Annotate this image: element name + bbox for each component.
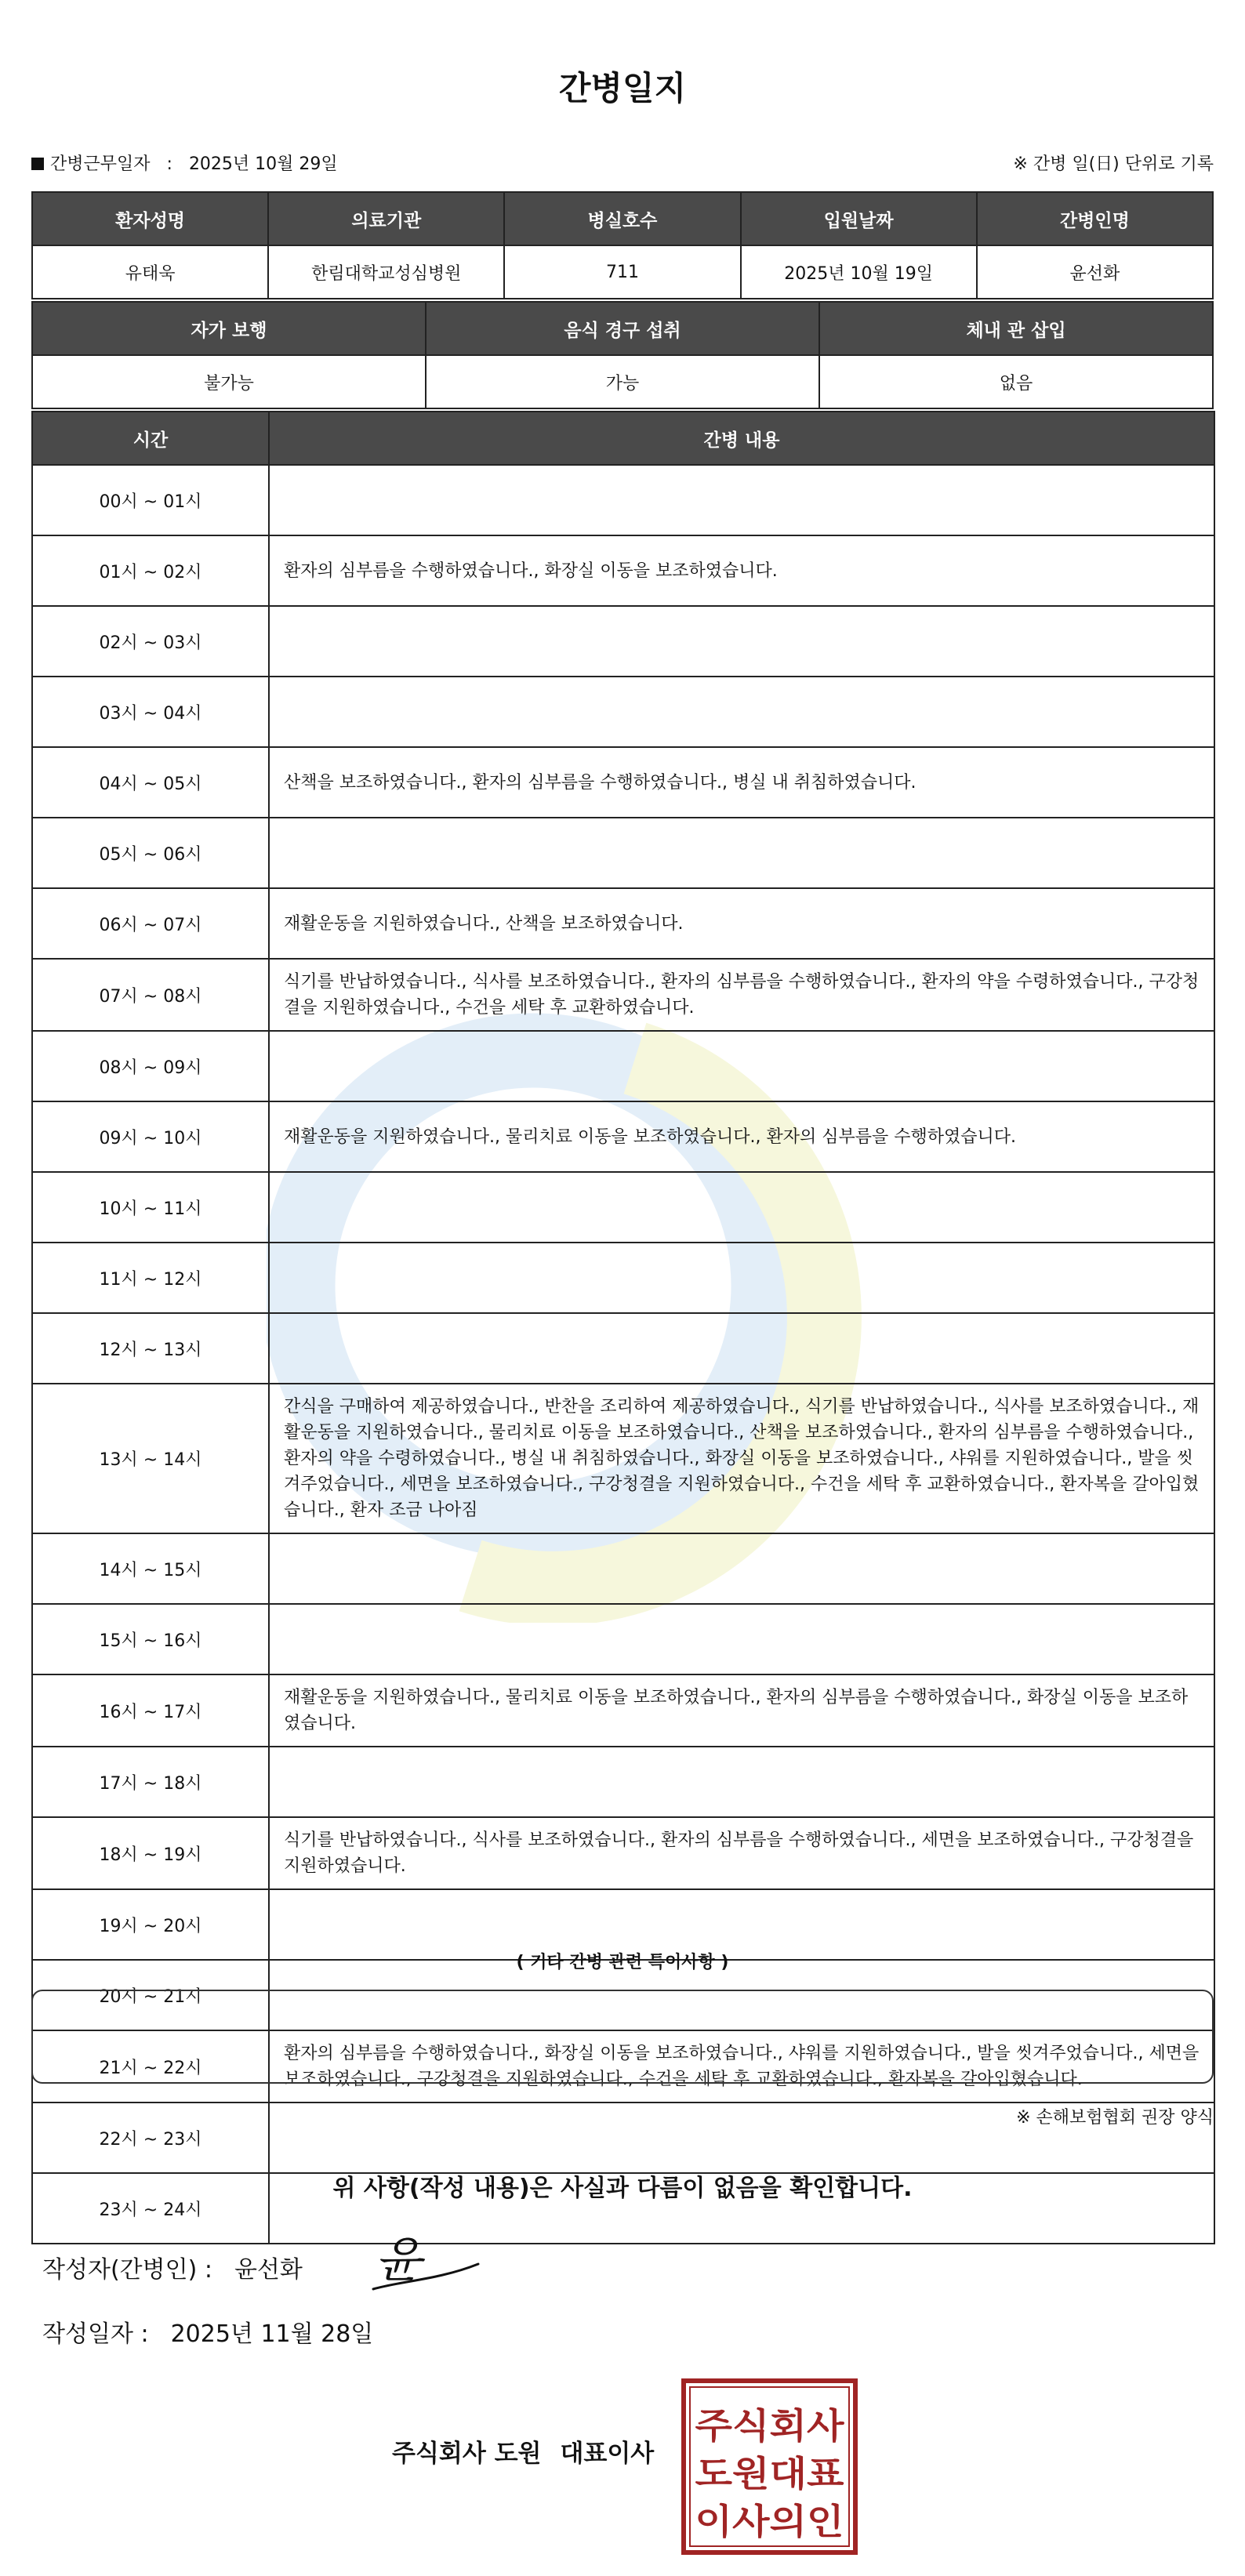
square-bullet-icon bbox=[31, 158, 44, 170]
time-cell: 11시 ~ 12시 bbox=[32, 1243, 269, 1313]
table-row bbox=[32, 1031, 1214, 1101]
table-row bbox=[32, 747, 1214, 818]
care-content-cell: 환자의 심부름을 수행하였습니다., 화장실 이동을 보조하였습니다. bbox=[269, 535, 1214, 606]
company-name: 주식회사 도원 bbox=[392, 2440, 542, 2468]
time-cell: 20시 ~ 21시 bbox=[32, 1960, 269, 2030]
care-content-cell bbox=[269, 1604, 1214, 1674]
time-cell: 05시 ~ 06시 bbox=[32, 818, 269, 888]
table-row bbox=[32, 1533, 1214, 1604]
form-note: ※ 손해보험협회 권장 양식 bbox=[1016, 2108, 1214, 2128]
time-cell: 09시 ~ 10시 bbox=[32, 1101, 269, 1172]
care-log-body bbox=[32, 465, 1214, 2244]
care-content-cell bbox=[269, 1172, 1214, 1243]
written-date-line bbox=[42, 2314, 373, 2349]
time-cell: 02시 ~ 03시 bbox=[32, 606, 269, 677]
care-content-cell bbox=[269, 1313, 1214, 1384]
time-cell: 17시 ~ 18시 bbox=[32, 1747, 269, 1817]
admission-date-header: 입원날짜 bbox=[741, 192, 977, 245]
time-cell: 06시 ~ 07시 bbox=[32, 888, 269, 959]
company-seal-icon bbox=[681, 2378, 858, 2555]
time-cell: 21시 ~ 22시 bbox=[32, 2030, 269, 2103]
table-row bbox=[32, 1604, 1214, 1674]
table-row bbox=[32, 1101, 1214, 1172]
table-row bbox=[32, 606, 1214, 677]
time-cell: 22시 ~ 23시 bbox=[32, 2103, 269, 2173]
patient-name-header: 환자성명 bbox=[32, 192, 268, 245]
care-content-cell: 환자의 심부름을 수행하였습니다., 화장실 이동을 보조하였습니다., 샤워를 지원하였습니다., 발을 씻겨주었습니다., 세면을 보조하였습니다., 구강청결을 지원하였습니다., 수건을 세탁 후 교환하였습니다., 환자복을 갈아입혔습니다. bbox=[269, 2030, 1214, 2103]
care-content-cell bbox=[269, 1031, 1214, 1101]
writer-label: 작성자(간병인) : bbox=[42, 2256, 212, 2284]
hospital: 한림대학교성심병원 bbox=[268, 245, 504, 299]
care-content-cell: 산책을 보조하였습니다., 환자의 심부름을 수행하였습니다., 병실 내 취침하였습니다. bbox=[269, 747, 1214, 818]
care-content-cell: 재활운동을 지원하였습니다., 물리치료 이동을 보조하였습니다., 환자의 심부름을 수행하였습니다. bbox=[269, 1101, 1214, 1172]
patient-name: 유태욱 bbox=[32, 245, 268, 299]
care-content-cell bbox=[269, 1533, 1214, 1604]
time-cell: 07시 ~ 08시 bbox=[32, 959, 269, 1031]
care-content-header: 간병 내용 bbox=[269, 412, 1214, 465]
caregiver-name: 윤선화 bbox=[977, 245, 1213, 299]
room-number: 711 bbox=[504, 245, 740, 299]
care-content-cell: 식기를 반납하였습니다., 식사를 보조하였습니다., 환자의 심부름을 수행하였습니다., 환자의 약을 수령하였습니다., 구강청결을 지원하였습니다., 수건을 세탁 후 교환하였습니다. bbox=[269, 959, 1214, 1031]
time-cell: 14시 ~ 15시 bbox=[32, 1533, 269, 1604]
representative-title: 대표이사 bbox=[560, 2440, 655, 2468]
oral-intake: 가능 bbox=[426, 355, 819, 408]
table-row bbox=[32, 959, 1214, 1031]
care-content-cell bbox=[269, 818, 1214, 888]
table-row bbox=[32, 1313, 1214, 1384]
table-row bbox=[32, 1674, 1214, 1747]
care-content-cell: 재활운동을 지원하였습니다., 물리치료 이동을 보조하였습니다., 환자의 심부름을 수행하였습니다., 화장실 이동을 보조하였습니다. bbox=[269, 1674, 1214, 1747]
table-row bbox=[32, 465, 1214, 535]
time-cell: 00시 ~ 01시 bbox=[32, 465, 269, 535]
writer-name: 윤선화 bbox=[234, 2256, 303, 2284]
care-content-cell bbox=[269, 606, 1214, 677]
work-date-value: 2025년 10월 29일 bbox=[188, 154, 338, 174]
oral-intake-header: 음식 경구 섭취 bbox=[426, 302, 819, 355]
time-cell: 15시 ~ 16시 bbox=[32, 1604, 269, 1674]
table-row bbox=[32, 1817, 1214, 1889]
work-date-label: 간병근무일자 bbox=[50, 154, 151, 174]
work-date bbox=[31, 151, 338, 175]
signature-text: 윤 bbox=[375, 2231, 422, 2288]
meta-line bbox=[31, 151, 1214, 179]
company-line bbox=[392, 2433, 654, 2469]
seal-line-3: 이사의인 bbox=[695, 2501, 844, 2542]
admission-date: 2025년 10월 19일 bbox=[741, 245, 977, 299]
time-cell: 01시 ~ 02시 bbox=[32, 535, 269, 606]
care-content-cell bbox=[269, 677, 1214, 747]
page-title: 간병일지 bbox=[558, 69, 687, 107]
written-date-label: 작성일자 : bbox=[42, 2320, 149, 2348]
unit-note: ※ 간병 일(日) 단위로 기록 bbox=[1013, 154, 1214, 174]
notes-title: ( 기타 간병 관련 특이사항 ) bbox=[516, 1953, 729, 1972]
care-content-cell bbox=[269, 1243, 1214, 1313]
table-row bbox=[32, 1747, 1214, 1817]
time-cell: 16시 ~ 17시 bbox=[32, 1674, 269, 1747]
self-walking: 불가능 bbox=[32, 355, 426, 408]
writer-line bbox=[42, 2250, 303, 2284]
tube-insertion: 없음 bbox=[819, 355, 1213, 408]
table-row bbox=[32, 1384, 1214, 1533]
time-cell: 08시 ~ 09시 bbox=[32, 1031, 269, 1101]
time-cell: 12시 ~ 13시 bbox=[32, 1313, 269, 1384]
time-cell: 10시 ~ 11시 bbox=[32, 1172, 269, 1243]
notes-box bbox=[31, 1990, 1214, 2084]
table-row bbox=[32, 888, 1214, 959]
room-header: 병실호수 bbox=[504, 192, 740, 245]
care-content-cell bbox=[269, 465, 1214, 535]
patient-table bbox=[31, 191, 1214, 299]
time-cell: 03시 ~ 04시 bbox=[32, 677, 269, 747]
care-content-cell bbox=[269, 1747, 1214, 1817]
time-cell: 23시 ~ 24시 bbox=[32, 2173, 269, 2244]
status-table bbox=[31, 301, 1214, 409]
time-cell: 13시 ~ 14시 bbox=[32, 1384, 269, 1533]
care-content-cell: 식기를 반납하였습니다., 식사를 보조하였습니다., 환자의 심부름을 수행하였습니다., 세면을 보조하였습니다., 구강청결을 지원하였습니다. bbox=[269, 1817, 1214, 1889]
time-cell: 04시 ~ 05시 bbox=[32, 747, 269, 818]
table-row bbox=[32, 818, 1214, 888]
table-row bbox=[32, 1172, 1214, 1243]
table-row bbox=[32, 677, 1214, 747]
caregiver-header: 간병인명 bbox=[977, 192, 1213, 245]
hospital-header: 의료기관 bbox=[268, 192, 504, 245]
table-row bbox=[32, 1243, 1214, 1313]
handwritten-signature-icon bbox=[368, 2223, 486, 2302]
time-header: 시간 bbox=[32, 412, 269, 465]
self-walking-header: 자가 보행 bbox=[32, 302, 426, 355]
care-content-cell: 간식을 구매하여 제공하였습니다., 반찬을 조리하여 제공하였습니다., 식기를 반납하였습니다., 식사를 보조하였습니다., 재활운동을 지원하였습니다., 물리치료 이동을 보조하였습니다., 산책을 보조하였습니다., 환자의 심부름을 수행하였습니다., 환자의 약을 수령하였습니다., 병실 내 취침하였습니다., 화장실 이동을 보조하였습니다., 샤워를 지원하였습니다., 발을 씻겨주었습니다., 세면을 보조하였습니다., 구강청결을 지원하였습니다., 수건을 세탁 후 교환하였습니다., 환자복을 갈아입혔습니다., 환자 조금 나아짐 bbox=[269, 1384, 1214, 1533]
care-content-cell: 재활운동을 지원하였습니다., 산책을 보조하였습니다. bbox=[269, 888, 1214, 959]
confirmation-text: 위 사항(작성 내용)은 사실과 다름이 없음을 확인합니다. bbox=[332, 2175, 913, 2202]
table-row bbox=[32, 535, 1214, 606]
tube-insertion-header: 체내 관 삽입 bbox=[819, 302, 1213, 355]
seal-line-2: 도원대표 bbox=[695, 2453, 845, 2494]
time-cell: 18시 ~ 19시 bbox=[32, 1817, 269, 1889]
time-cell: 19시 ~ 20시 bbox=[32, 1889, 269, 1960]
seal-line-1: 주식회사 bbox=[695, 2405, 845, 2447]
meta-separator: : bbox=[166, 154, 172, 174]
written-date: 2025년 11월 28일 bbox=[170, 2320, 374, 2348]
